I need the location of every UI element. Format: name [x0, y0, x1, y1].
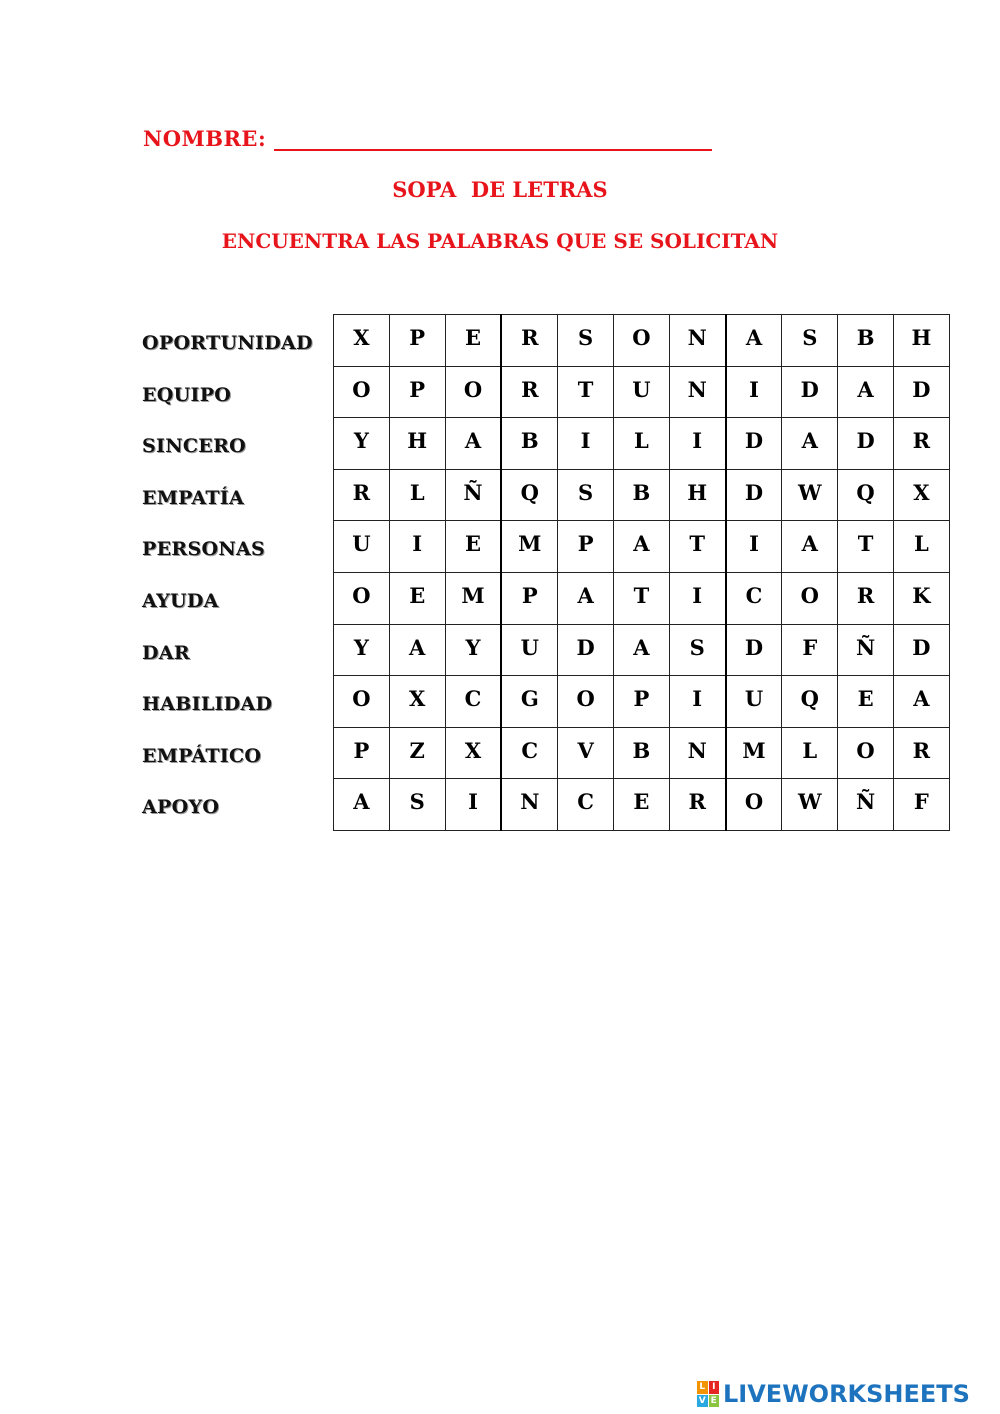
grid-cell[interactable]: R [838, 572, 894, 624]
grid-cell[interactable]: I [389, 521, 445, 573]
grid-row [334, 366, 950, 418]
grid-cell[interactable]: I [558, 418, 614, 470]
grid-cell[interactable]: A [613, 624, 669, 676]
grid-row [334, 572, 950, 624]
grid-cell[interactable]: Q [838, 469, 894, 521]
grid-cell[interactable]: D [782, 366, 838, 418]
logo-letter: I [709, 1381, 720, 1394]
grid-cell[interactable]: A [445, 418, 501, 470]
grid-cell[interactable]: C [501, 727, 557, 779]
grid-cell[interactable]: R [334, 469, 390, 521]
grid-row [334, 469, 950, 521]
liveworksheets-logo [697, 1380, 970, 1408]
grid-row [334, 624, 950, 676]
grid-cell[interactable]: D [726, 624, 782, 676]
grid-cell[interactable]: S [782, 315, 838, 367]
grid-cell[interactable]: B [613, 469, 669, 521]
grid-cell[interactable]: I [445, 779, 501, 831]
grid-cell[interactable]: W [782, 779, 838, 831]
grid-cell[interactable]: P [613, 676, 669, 728]
grid-cell[interactable]: Y [334, 624, 390, 676]
grid-cell[interactable]: A [838, 366, 894, 418]
grid-cell[interactable]: P [501, 572, 557, 624]
grid-cell[interactable]: R [501, 315, 557, 367]
grid-cell[interactable]: Z [389, 727, 445, 779]
grid-cell[interactable]: O [613, 315, 669, 367]
grid-cell[interactable]: A [782, 521, 838, 573]
grid-cell[interactable]: L [389, 469, 445, 521]
grid-cell[interactable]: U [334, 521, 390, 573]
grid-cell[interactable]: B [838, 315, 894, 367]
grid-cell[interactable]: I [669, 676, 725, 728]
logo-letter: L [697, 1381, 708, 1394]
grid-cell[interactable]: L [893, 521, 949, 573]
grid-cell[interactable]: V [558, 727, 614, 779]
grid-cell[interactable]: U [613, 366, 669, 418]
grid-cell[interactable]: M [726, 727, 782, 779]
grid-cell[interactable]: P [334, 727, 390, 779]
grid-cell[interactable]: O [334, 572, 390, 624]
grid-cell[interactable]: O [838, 727, 894, 779]
grid-cell[interactable]: N [669, 727, 725, 779]
grid-cell[interactable]: F [782, 624, 838, 676]
grid-cell[interactable]: G [501, 676, 557, 728]
grid-cell[interactable]: N [501, 779, 557, 831]
grid-row [334, 779, 950, 831]
word-item: EMPÁTICO [142, 744, 262, 767]
word-item: EQUIPO [142, 383, 232, 406]
grid-cell[interactable]: S [558, 469, 614, 521]
grid-cell[interactable]: D [893, 366, 949, 418]
word-list [142, 332, 313, 848]
grid-cell[interactable]: O [334, 676, 390, 728]
grid-cell[interactable]: E [445, 315, 501, 367]
grid-cell[interactable]: C [445, 676, 501, 728]
grid-cell[interactable]: X [334, 315, 390, 367]
word-item: AYUDA [142, 589, 219, 612]
word-item: OPORTUNIDAD [142, 332, 313, 354]
grid-cell[interactable]: H [389, 418, 445, 470]
grid-cell[interactable]: D [558, 624, 614, 676]
grid-cell[interactable]: Y [445, 624, 501, 676]
grid-cell[interactable]: I [726, 366, 782, 418]
grid-cell[interactable]: D [893, 624, 949, 676]
grid-cell[interactable]: R [893, 418, 949, 470]
grid-cell[interactable]: E [445, 521, 501, 573]
word-search-grid [333, 314, 950, 831]
grid-cell[interactable]: I [726, 521, 782, 573]
grid-cell[interactable]: A [613, 521, 669, 573]
grid-cell[interactable]: M [445, 572, 501, 624]
grid-row [334, 315, 950, 367]
grid-cell[interactable]: U [501, 624, 557, 676]
grid-cell[interactable]: A [782, 418, 838, 470]
grid-cell[interactable]: N [669, 366, 725, 418]
grid-cell[interactable]: O [782, 572, 838, 624]
grid-row [334, 418, 950, 470]
grid-cell[interactable]: X [893, 469, 949, 521]
grid-cell[interactable]: A [726, 315, 782, 367]
grid-cell[interactable]: N [669, 315, 725, 367]
grid-cell[interactable]: Ñ [838, 779, 894, 831]
word-item: SINCERO [142, 435, 247, 458]
grid-cell[interactable]: Q [782, 676, 838, 728]
grid-cell[interactable]: T [613, 572, 669, 624]
grid-cell[interactable]: S [389, 779, 445, 831]
grid-cell[interactable]: D [726, 418, 782, 470]
grid-cell[interactable]: Ñ [445, 469, 501, 521]
grid-cell[interactable]: B [501, 418, 557, 470]
grid-cell[interactable]: O [558, 676, 614, 728]
grid-cell[interactable]: M [501, 521, 557, 573]
grid-cell[interactable]: A [334, 779, 390, 831]
grid-cell[interactable]: B [613, 727, 669, 779]
grid-cell[interactable]: A [893, 676, 949, 728]
page-title: SOPA DE LETRAS [392, 177, 608, 202]
logo-text: LIVEWORKSHEETS [723, 1380, 970, 1408]
grid-cell[interactable]: T [558, 366, 614, 418]
word-item: HABILIDAD [142, 693, 273, 716]
grid-cell[interactable]: L [782, 727, 838, 779]
grid-cell[interactable]: O [726, 779, 782, 831]
grid-cell[interactable]: A [389, 624, 445, 676]
grid-cell[interactable]: R [501, 366, 557, 418]
grid-cell[interactable]: O [445, 366, 501, 418]
grid-cell[interactable]: K [893, 572, 949, 624]
grid-cell[interactable]: D [726, 469, 782, 521]
grid-cell[interactable]: P [558, 521, 614, 573]
grid-cell[interactable]: X [445, 727, 501, 779]
grid-cell[interactable]: U [726, 676, 782, 728]
instructions: ENCUENTRA LAS PALABRAS QUE SE SOLICITAN [221, 229, 779, 253]
logo-letter: V [698, 1395, 706, 1406]
name-underline: ______________________________________________ [274, 126, 712, 151]
logo-mark-icon [697, 1381, 719, 1407]
grid-row [334, 521, 950, 573]
grid-cell[interactable]: Y [334, 418, 390, 470]
grid-cell[interactable]: L [613, 418, 669, 470]
word-item: DAR [142, 641, 190, 664]
name-field [143, 126, 711, 151]
grid-cell[interactable]: C [558, 779, 614, 831]
word-item: EMPATÍA [142, 486, 244, 509]
grid-cell[interactable]: Ñ [838, 624, 894, 676]
grid-cell[interactable]: H [893, 315, 949, 367]
word-item: PERSONAS [142, 538, 266, 561]
grid-cell[interactable]: S [669, 624, 725, 676]
grid-cell[interactable]: P [389, 366, 445, 418]
grid-cell[interactable]: E [389, 572, 445, 624]
grid-cell[interactable]: W [782, 469, 838, 521]
grid-cell[interactable]: Q [501, 469, 557, 521]
grid-cell[interactable]: P [389, 315, 445, 367]
grid-cell[interactable]: F [893, 779, 949, 831]
grid-cell[interactable]: R [669, 779, 725, 831]
grid-cell[interactable]: X [389, 676, 445, 728]
logo-letter: E [709, 1395, 720, 1408]
grid-cell[interactable]: I [669, 572, 725, 624]
grid-cell[interactable]: O [334, 366, 390, 418]
grid-row [334, 676, 950, 728]
grid-cell[interactable]: C [726, 572, 782, 624]
grid-cell[interactable]: D [838, 418, 894, 470]
grid-cell[interactable]: I [669, 418, 725, 470]
word-item: APOYO [142, 796, 220, 819]
grid-cell[interactable]: R [893, 727, 949, 779]
grid-cell[interactable]: T [669, 521, 725, 573]
grid-row [334, 727, 950, 779]
grid-cell[interactable]: H [669, 469, 725, 521]
grid-cell[interactable]: E [838, 676, 894, 728]
name-label: NOMBRE: [143, 126, 267, 151]
grid-cell[interactable]: T [838, 521, 894, 573]
grid-cell[interactable]: S [558, 315, 614, 367]
grid-cell[interactable]: E [613, 779, 669, 831]
grid-cell[interactable]: A [558, 572, 614, 624]
